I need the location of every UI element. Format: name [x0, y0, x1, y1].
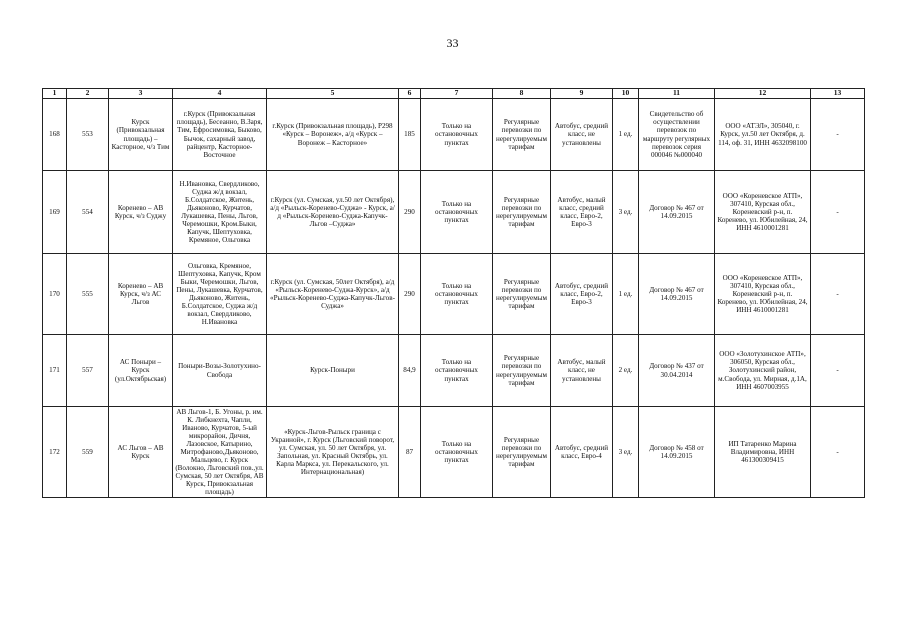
remarks: -	[811, 407, 865, 498]
column-header: 12	[715, 89, 811, 99]
table-row	[43, 335, 865, 407]
vehicle-class: Автобус, малый класс, средний класс, Евро-2, Евро-3	[551, 171, 613, 254]
route-length: 87	[399, 407, 421, 498]
table-row	[43, 171, 865, 254]
boarding-procedure: Только на остановочных пунктах	[421, 254, 493, 335]
route-name: АС Льгов – АВ Курск	[109, 407, 173, 498]
remarks: -	[811, 171, 865, 254]
table-row	[43, 99, 865, 171]
carrier: ООО «АТЭЛ», 305040, г. Курск, ул.50 лет Октября, д. 114, оф. 31, ИНН 4632098100	[715, 99, 811, 171]
vehicle-count: 1 ед.	[613, 99, 639, 171]
intermediate-stops: Ольговка, Кремяное, Шептуховка, Капучк, Кром Быки, Черемошки, Льгов, Пены, Лукашевка, Курчатов, Дьяконово, Житень, Б.Солдатское, Суджа ж/д вокзал, Свердликово, Н.Ивановка	[173, 254, 267, 335]
column-header: 4	[173, 89, 267, 99]
route-registry-table	[42, 88, 865, 498]
boarding-procedure: Только на остановочных пунктах	[421, 171, 493, 254]
boarding-procedure: Только на остановочных пунктах	[421, 99, 493, 171]
intermediate-stops: г.Курск (Привокзальная площадь), Бесеанно, В.Заря, Тим, Ефросимовка, Быково, Бычок, сахарный завод, райцентр, Касторное-Восточное	[173, 99, 267, 171]
route-length: 185	[399, 99, 421, 171]
route-name: Курск (Привокзальная площадь) – Касторное, ч/з Тим	[109, 99, 173, 171]
route-streets: «Курск-Льгов-Рыльск граница с Украиной», г. Курск (Льговский поворот, ул. Сумская, ул. 50 лет Октября, ул. Запольная, ул. Красный Октябрь, ул. Карла Маркса, ул. Перекальского, ул. Интернациональная)	[267, 407, 399, 498]
vehicle-count: 2 ед.	[613, 335, 639, 407]
remarks: -	[811, 254, 865, 335]
route-number: 557	[67, 335, 109, 407]
row-number: 171	[43, 335, 67, 407]
intermediate-stops: Поныри-Возы-Золотухино-Свобода	[173, 335, 267, 407]
remarks: -	[811, 335, 865, 407]
contract: Договор № 467 от 14.09.2015	[639, 254, 715, 335]
route-length: 290	[399, 254, 421, 335]
contract: Договор № 467 от 14.09.2015	[639, 171, 715, 254]
vehicle-count: 1 ед.	[613, 254, 639, 335]
route-name: АС Поныри – Курск (ул.Октябрьская)	[109, 335, 173, 407]
vehicle-class: Автобус, средний класс, Евро-4	[551, 407, 613, 498]
carrier: ООО «Кореневское АТП», 307410, Курская обл., Кореневский р-н, п. Коренево, ул. Юбилейная, 24, ИНН 4610001281	[715, 254, 811, 335]
row-number: 170	[43, 254, 67, 335]
intermediate-stops: Н.Ивановка, Свердликово, Суджа ж/д вокзал, Б.Солдатское, Житень, Дьяконово, Курчатов, Лукашевка, Пены, Льгов, Черемошки, Кром.Быки, Капучк, Шептуховка, Кремяное, Ольговка	[173, 171, 267, 254]
contract: Договор № 437 от 30.04.2014	[639, 335, 715, 407]
route-length: 290	[399, 171, 421, 254]
column-header: 8	[493, 89, 551, 99]
row-number: 168	[43, 99, 67, 171]
vehicle-class: Автобус, малый класс, не установлены	[551, 335, 613, 407]
vehicle-class: Автобус, средний класс, Евро-2, Евро-3	[551, 254, 613, 335]
route-name: Коренево – АВ Курск, ч/з Суджу	[109, 171, 173, 254]
transport-type: Регулярные перевозки по нерегулируемым тарифам	[493, 407, 551, 498]
transport-type: Регулярные перевозки по нерегулируемым тарифам	[493, 254, 551, 335]
column-header: 7	[421, 89, 493, 99]
column-header: 9	[551, 89, 613, 99]
vehicle-count: 3 ед.	[613, 407, 639, 498]
column-header: 10	[613, 89, 639, 99]
route-streets: г.Курск (Привокзальная площадь), Р298 «Курск – Воронеж», а/д «Курск – Воронеж – Касторное»	[267, 99, 399, 171]
route-number: 559	[67, 407, 109, 498]
column-header: 6	[399, 89, 421, 99]
column-header: 1	[43, 89, 67, 99]
carrier: ИП Татаренко Марина Владимировна, ИНН 461300309415	[715, 407, 811, 498]
route-number: 554	[67, 171, 109, 254]
transport-type: Регулярные перевозки по нерегулируемым тарифам	[493, 335, 551, 407]
route-streets: г.Курск (ул. Сумская, ул.50 лет Октября), а/д «Рыльск-Коренево-Суджа» - Курск, а/д «Рыльск-Коренево-Суджа-Капучк-Льгов –Суджа»	[267, 171, 399, 254]
page-number: 33	[446, 36, 459, 50]
contract: Свидетельство об осуществлении перевозок по маршруту регулярных перевозок серия 000046 №000040	[639, 99, 715, 171]
carrier: ООО «Кореневское АТП», 307410, Курская обл., Кореневский р-н, п. Коренево, ул. Юбилейная, 24, ИНН 4610001281	[715, 171, 811, 254]
table-row	[43, 407, 865, 498]
route-name: Коренево – АВ Курск, ч/з АС Льгов	[109, 254, 173, 335]
remarks: -	[811, 99, 865, 171]
transport-type: Регулярные перевозки по нерегулируемым тарифам	[493, 171, 551, 254]
column-header: 11	[639, 89, 715, 99]
column-header: 13	[811, 89, 865, 99]
table-row	[43, 254, 865, 335]
column-header: 5	[267, 89, 399, 99]
route-length: 84,9	[399, 335, 421, 407]
row-number: 172	[43, 407, 67, 498]
carrier: ООО «Золотухинское АТП», 306050, Курская обл., Золотухинский район, м.Свобода, ул. Мирная, д.1А, ИНН 4607003955	[715, 335, 811, 407]
route-streets: Курск-Поныри	[267, 335, 399, 407]
transport-type: Регулярные перевозки по нерегулируемым тарифам	[493, 99, 551, 171]
route-streets: г.Курск (ул. Сумская, 50лет Октября), а/д «Рыльск-Коренево-Суджа-Курск», а/д «Рыльск-Коренево-Суджа-Капучк-Льгов-Суджа»	[267, 254, 399, 335]
route-number: 553	[67, 99, 109, 171]
contract: Договор № 458 от 14.09.2015	[639, 407, 715, 498]
boarding-procedure: Только на остановочных пунктах	[421, 407, 493, 498]
route-number: 555	[67, 254, 109, 335]
column-number-row	[43, 89, 865, 99]
row-number: 169	[43, 171, 67, 254]
column-header: 3	[109, 89, 173, 99]
boarding-procedure: Только на остановочных пунктах	[421, 335, 493, 407]
vehicle-count: 3 ед.	[613, 171, 639, 254]
column-header: 2	[67, 89, 109, 99]
vehicle-class: Автобус, средний класс, не установлены	[551, 99, 613, 171]
intermediate-stops: АВ Льгов-1, Б. Угоны, р. им. К. Либкнехта, Чапли, Иваново, Курчатов, 5-ый микрорайон, Дичня, Лазовское, Катырино, Митрофаново,Дьяконово, Мальцево, г. Курск (Волокно, Льговский пов.,ул. Сумская, 50 лет Октября, АВ Курск, Привокзальная площадь)	[173, 407, 267, 498]
